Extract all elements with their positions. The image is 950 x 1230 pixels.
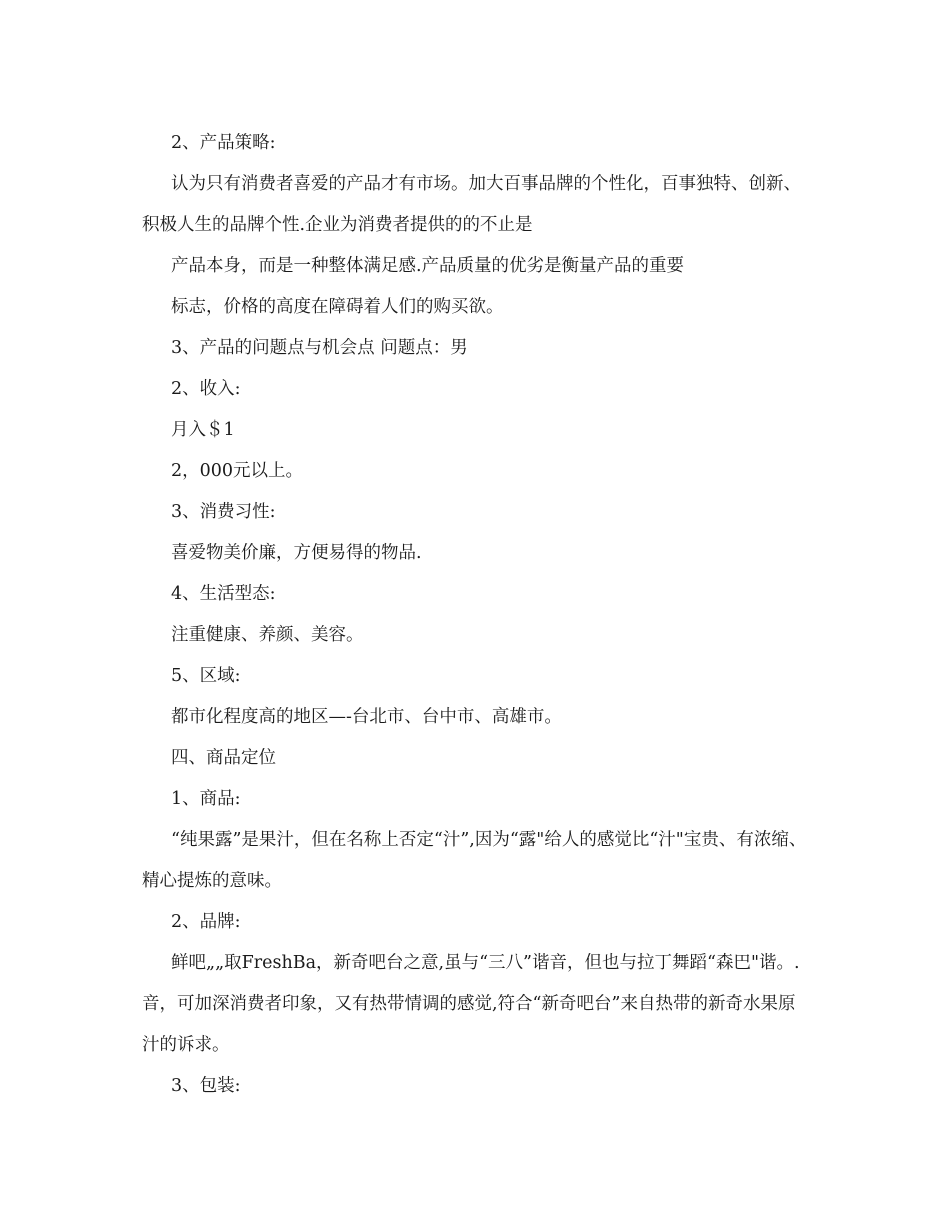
paragraph-product-name-body: “纯果露”是果汁，但在名称上否定“汁”,因为“露"给人的感觉比“汁"宝贵、有浓缩、精心提炼的意味。 <box>142 830 807 891</box>
paragraph-heading-region: 5、区域: <box>171 666 241 686</box>
paragraph-price-sign: 标志，价格的高度在障碍着人们的购买欲。 <box>171 297 504 317</box>
paragraph-heading-packaging: 3、包装: <box>171 1076 241 1096</box>
paragraph-product-strategy-body: 认为只有消费者喜爱的产品才有市场。加大百事品牌的个性化，百事独特、创新、积极人生的品牌个性.企业为消费者提供的的不止是 <box>142 174 801 235</box>
paragraph-region-body: 都市化程度高的地区—-台北市、台中市、高雄市。 <box>171 707 562 727</box>
paragraph-heading-product-strategy: 2、产品策略: <box>171 133 276 153</box>
paragraph-heading-lifestyle: 4、生活型态: <box>171 584 276 604</box>
paragraph-heading-positioning: 四、商品定位 <box>171 748 276 768</box>
paragraph-heading-brand: 2、品牌: <box>171 912 241 932</box>
paragraph-heading-product: 1、商品: <box>171 789 241 809</box>
paragraph-monthly-income: 月入＄1 <box>171 420 235 440</box>
paragraph-consumption-habits-body: 喜爱物美价廉，方便易得的物品. <box>171 543 422 563</box>
paragraph-lifestyle-body: 注重健康、养颜、美容。 <box>171 625 364 645</box>
paragraph-brand-body: 鲜吧„„取FreshBa，新奇吧台之意,虽与“三八”谐音，但也与拉丁舞蹈“森巴"谐。.音，可加深消费者印象，又有热带情调的感觉,符合“新奇吧台”来自热带的新奇水果原汁的诉求。 <box>142 953 800 1055</box>
paragraph-product-itself: 产品本身，而是一种整体满足感.产品质量的优劣是衡量产品的重要 <box>171 256 685 276</box>
paragraph-heading-income: 2、收入: <box>171 379 241 399</box>
paragraph-problems-opportunities: 3、产品的问题点与机会点 问题点：男 <box>171 338 468 358</box>
paragraph-income-amount: 2，000元以上。 <box>171 461 304 481</box>
paragraph-heading-consumption-habits: 3、消费习性: <box>171 502 276 522</box>
